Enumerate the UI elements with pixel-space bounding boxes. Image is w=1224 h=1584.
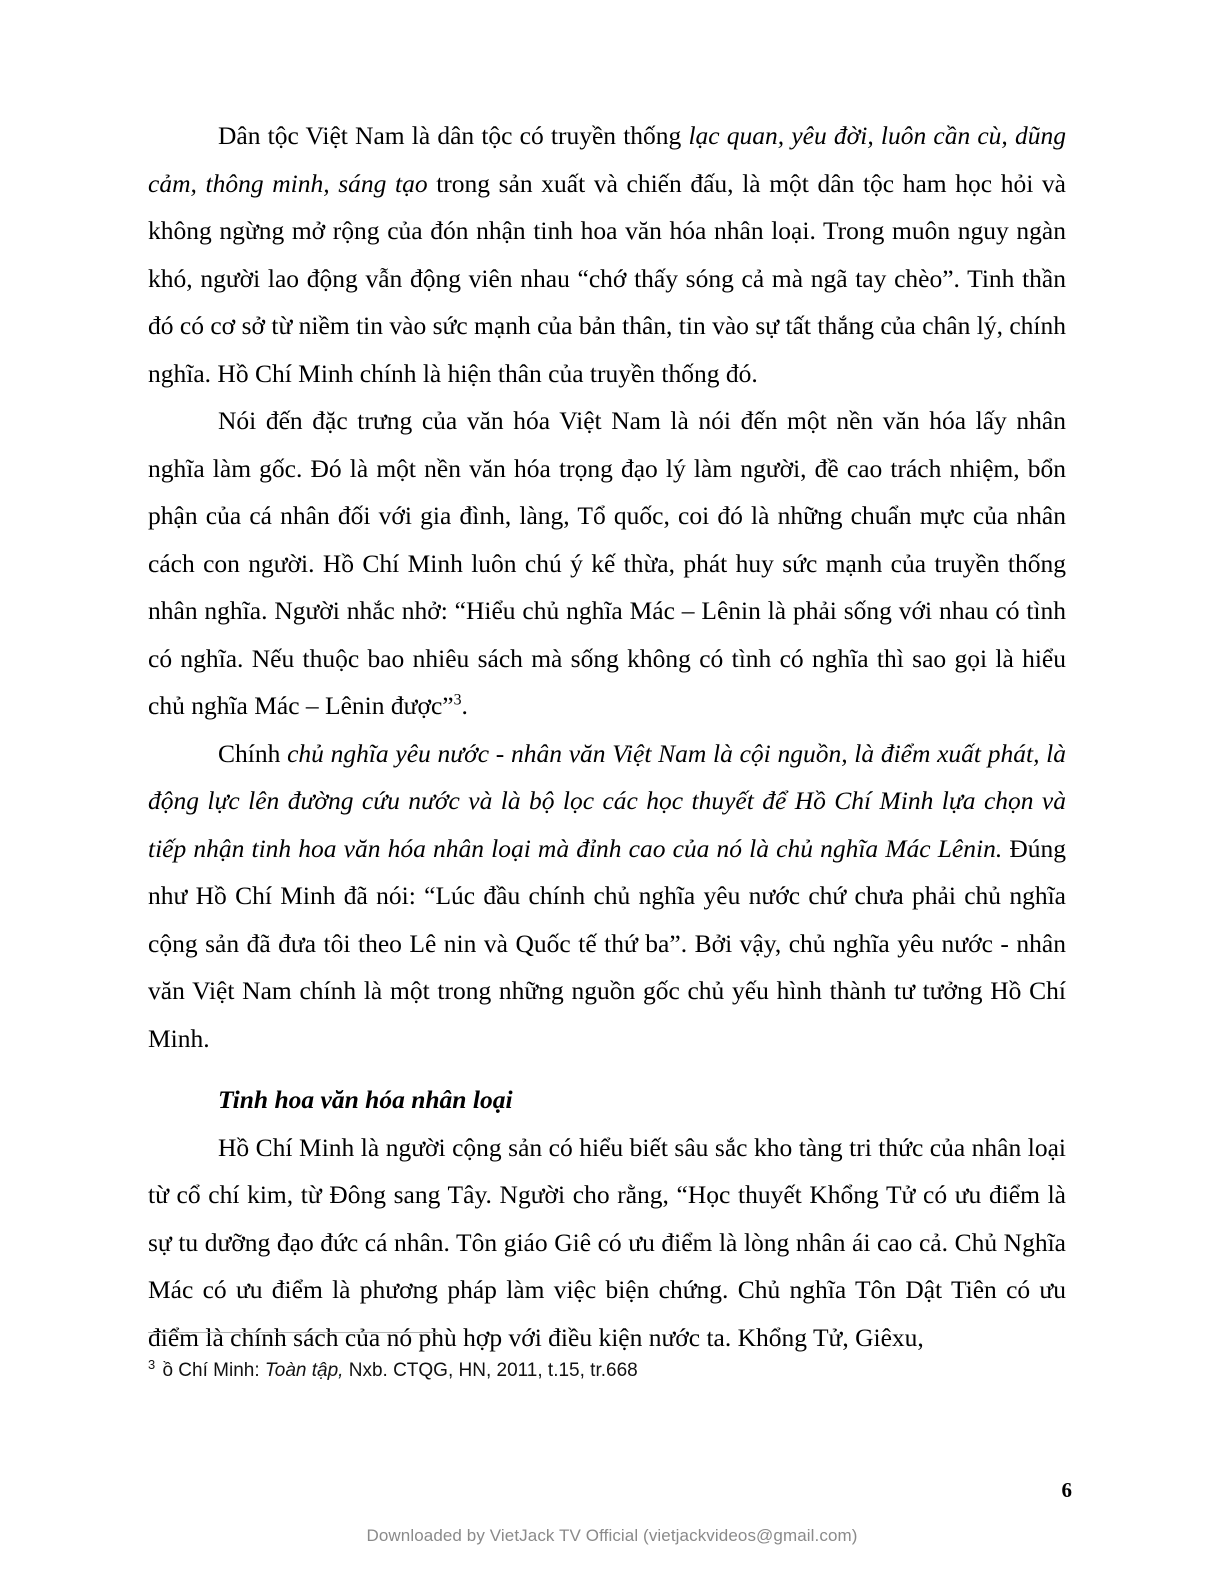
footnote-text: ồ Chí Minh: <box>157 1360 265 1381</box>
footnote-entry <box>148 1356 1066 1383</box>
run-text: . <box>461 691 468 720</box>
footnote-title-italic: Toàn tập, <box>264 1360 344 1381</box>
paragraph-4 <box>148 1124 1066 1362</box>
run-text: Dân tộc Việt Nam là dân tộc có truyền thống <box>218 121 689 150</box>
footnote-reference-marker: 3 <box>453 691 462 709</box>
run-text: trong sản xuất và chiến đấu, là một dân tộc ham học hỏi và không ngừng mở rộng của đón nhận tinh hoa văn hóa nhân loại. Trong muôn nguy ngàn khó, người lao động vẫn động viên nhau “chớ thấy sóng cả mà ngã tay chèo”. Tinh thần đó có cơ sở từ niềm tin vào sức mạnh của bản thân, tin vào sự tất thắng của chân lý, chính nghĩa. Hồ Chí Minh chính là hiện thân của truyền thống đó. <box>148 168 1067 388</box>
footnote-area <box>148 1332 1066 1383</box>
paragraph-2 <box>148 397 1066 730</box>
download-watermark: Downloaded by VietJack TV Official (vietjackvideos@gmail.com) <box>366 1526 858 1545</box>
run-text: Chính <box>218 738 288 768</box>
run-text-italic: lạc quan, yêu đời, luôn cần cù, dũng cảm, thông minh, sáng tạo <box>148 121 1066 198</box>
run-text: Hồ Chí Minh là người cộng sản có hiểu biết sâu sắc kho tàng tri thức của nhân loại từ cổ chí kim, từ Đông sang Tây. Người cho rằng, “Học thuyết Khổng Tử có ưu điểm là sự tu dưỡng đạo đức cá nhân. Tôn giáo Giê có ưu điểm là lòng nhân ái cao cả. Chủ Nghĩa Mác có ưu điểm là phương pháp làm việc biện chứng. Chủ nghĩa Tôn Dật Tiên có ưu điểm là chính sách của nó phù hợp với điều kiện nước ta. Khổng Tử, Giêxu, <box>148 1132 1066 1352</box>
section-subheading: Tinh hoa văn hóa nhân loại <box>218 1085 513 1114</box>
footnote-text: Nxb. CTQG, HN, 2011, t.15, tr.668 <box>343 1360 638 1381</box>
run-text: Nói đến đặc trưng của văn hóa Việt Nam là nói đến một nền văn hóa lấy nhân nghĩa làm gốc. Đó là một nền văn hóa trọng đạo lý làm người, đề cao trách nhiệm, bổn phận của cá nhân đối với gia đình, làng, Tổ quốc, coi đó là những chuẩn mực của nhân cách con người. Hồ Chí Minh luôn chú ý kế thừa, phát huy sức mạnh của truyền thống nhân nghĩa. Người nhắc nhở: “Hiểu chủ nghĩa Mác – Lênin là phải sống với nhau có tình có nghĩa. Nếu thuộc bao nhiêu sách mà sống không có tình có nghĩa thì sao gọi là hiểu chủ nghĩa Mác – Lênin được” <box>148 406 1066 720</box>
paragraph-3 <box>148 730 1066 1063</box>
footnote-separator-rule <box>148 1332 438 1333</box>
page-body-content <box>148 112 1066 1361</box>
run-text-italic: chủ nghĩa yêu nước - nhân văn Việt Nam là cội nguồn, là điểm xuất phát, là động lực lên đường cứu nước và là bộ lọc các học thuyết để Hồ Chí Minh lựa chọn và tiếp nhận tinh hoa văn hóa nhân loại mà đỉnh cao của nó là chủ nghĩa Mác Lênin. <box>148 738 1066 863</box>
page-number: 6 <box>1061 1478 1072 1502</box>
footnote-number: 3 <box>148 1356 156 1372</box>
paragraph-1 <box>148 112 1066 397</box>
run-text: Đúng như Hồ Chí Minh đã nói: “Lúc đầu chính chủ nghĩa yêu nước chứ chưa phải chủ nghĩa cộng sản đã đưa tôi theo Lê nin và Quốc tế thứ ba”. Bởi vậy, chủ nghĩa yêu nước - nhân văn Việt Nam chính là một trong những nguồn gốc chủ yếu hình thành tư tưởng Hồ Chí Minh. <box>148 833 1066 1053</box>
